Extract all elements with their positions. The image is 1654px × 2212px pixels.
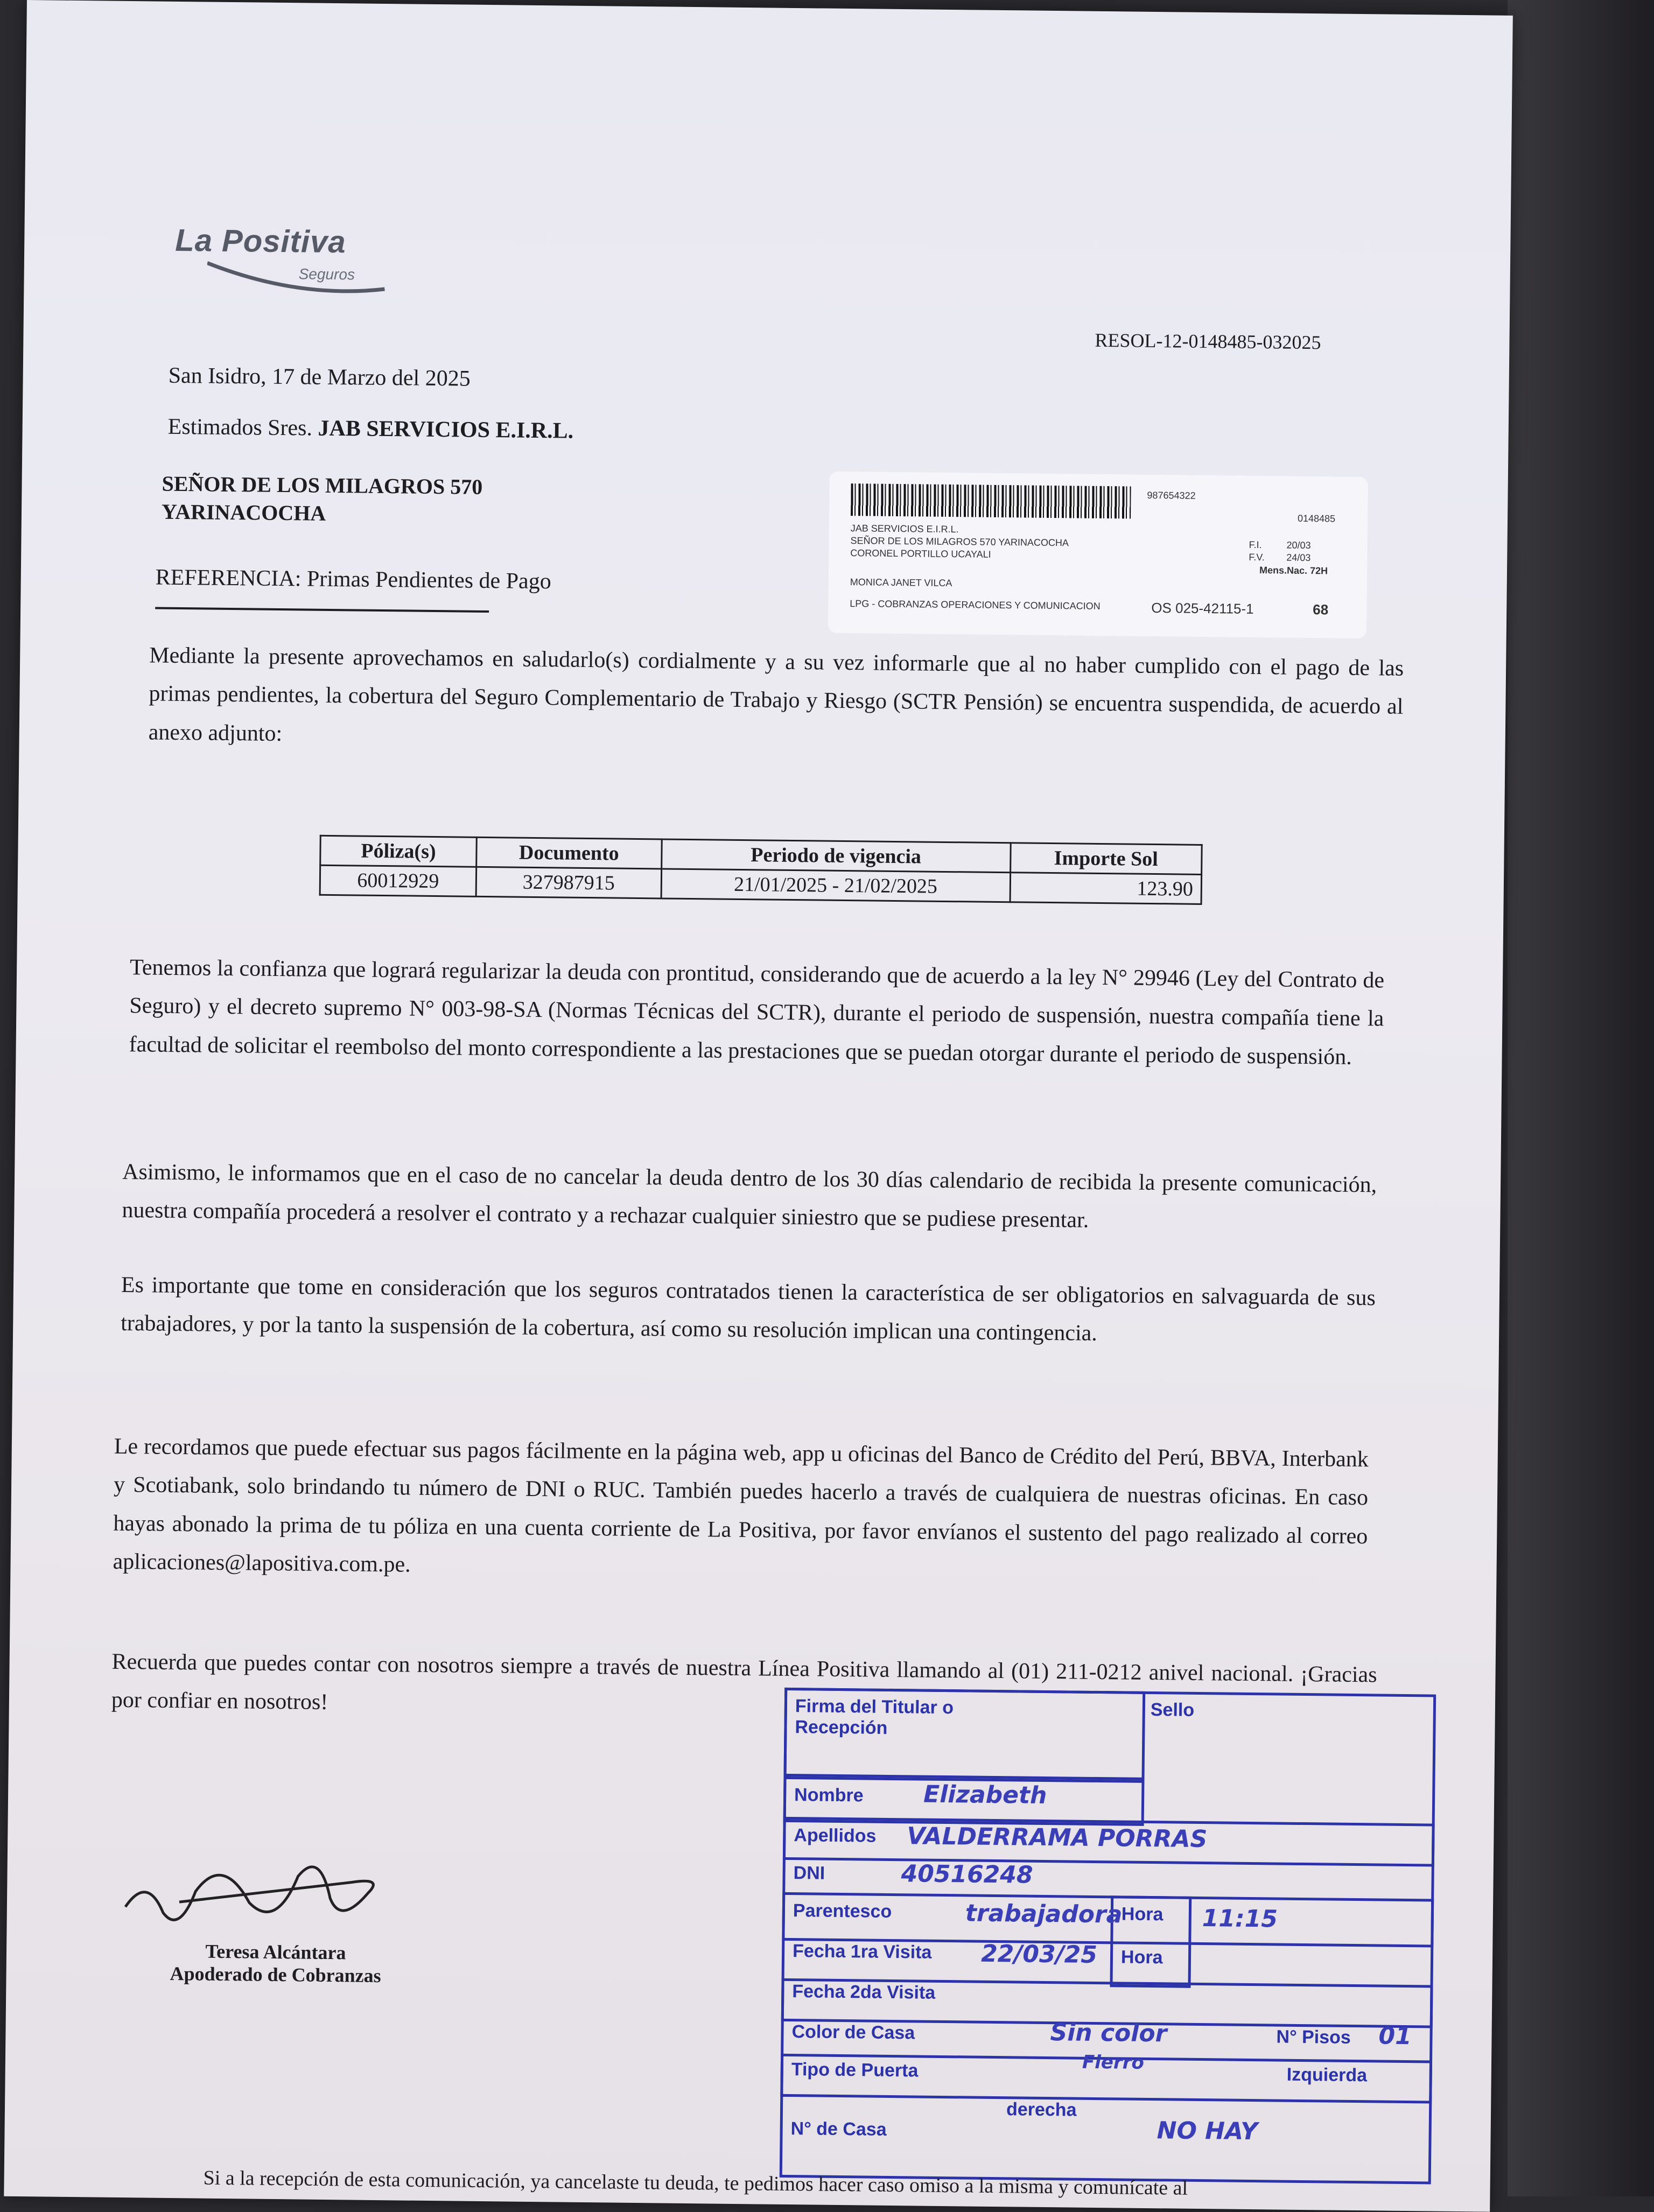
stamp-label: Parentesco — [793, 1900, 892, 1922]
policy-table — [319, 835, 1203, 905]
label-line: LPG - COBRANZAS OPERACIONES Y COMUNICACION — [850, 598, 1101, 612]
handwritten-dni: 40516248 — [901, 1860, 1033, 1889]
paragraph-6: Recuerda que puedes contar con nosotros siempre a través de nuestra Línea Positiva llamando al (01) 211-0212 anivel nacional. ¡Gracias por confiar en nosotros! — [111, 1649, 1377, 1715]
handwritten-relation: trabajadora — [965, 1899, 1123, 1929]
greeting — [167, 408, 573, 451]
stamp-label: N° de Casa — [790, 2118, 887, 2140]
handwritten-surname: VALDERRAMA PORRAS — [907, 1822, 1208, 1853]
letter-page — [4, 0, 1513, 2212]
paragraph-1: Mediante la presente aprovechamos en saludarlo(s) cordialmente y a su vez informarle que al no haber cumplido con el pago de las primas pendientes, la cobertura del Seguro Complementario de Trabajo y Riesgo (SCTR Pensión) se encuentra suspendida, de acuerdo al anexo adjunto: — [148, 643, 1404, 746]
label-num: 68 — [1313, 601, 1329, 618]
paragraph-4: Es importante que tome en consideración que los seguros contratados tienen la característica de ser obligatorios en salvaguarda de sus trabajadores, y por la tanto la suspensión de la cobertura, así como su resolución implican una contingencia. — [121, 1272, 1376, 1346]
label-line: JAB SERVICIOS E.I.R.L. — [850, 523, 959, 535]
label-os: OS 025-42115-1 — [1151, 599, 1254, 617]
handwritten-date: 22/03/25 — [980, 1940, 1098, 1969]
paragraph-3: Asimismo, le informamos que en el caso de no cancelar la deuda dentro de los 30 días calendario de recibida la presente comunicación, nuestra compañía procederá a resolver el contrato y a rechazar cualquier siniestro que se pudiese presentar. — [122, 1159, 1377, 1233]
handwritten-house-number: NO HAY — [1157, 2117, 1258, 2146]
signer-block — [114, 1939, 437, 1988]
stamp-label: Hora — [1121, 1904, 1164, 1925]
address-line: SEÑOR DE LOS MILAGROS 570 — [162, 471, 483, 499]
handwritten-name: Elizabeth — [923, 1780, 1047, 1810]
table-header: Importe Sol — [1010, 843, 1202, 875]
label-code: 987654322 — [1147, 489, 1196, 501]
stamp-label: Fecha 2da Visita — [792, 1981, 936, 2003]
label-mens: Mens.Nac. 72H — [1259, 565, 1328, 577]
table-cell: 21/01/2025 - 21/02/2025 — [661, 869, 1011, 902]
label-fv-label: F.V. — [1249, 551, 1265, 563]
address-block — [162, 470, 483, 529]
label-fi: 20/03 — [1286, 539, 1311, 551]
logo-swoosh — [207, 261, 390, 295]
table-header: Periodo de vigencia — [661, 839, 1011, 873]
stamp-label: Tipo de Puerta — [791, 2059, 919, 2081]
stamp-label: derecha — [1006, 2099, 1077, 2120]
signature — [114, 1842, 395, 1942]
label-line: SEÑOR DE LOS MILAGROS 570 YARINACOCHA — [850, 535, 1069, 549]
label-line: CORONEL PORTILLO UCAYALI — [850, 547, 991, 560]
background-right — [1508, 0, 1654, 2196]
stamp-label: Nombre — [794, 1785, 864, 1806]
delivery-stamp — [779, 1688, 1452, 2211]
paragraph-2: Tenemos la confianza que logrará regularizar la deuda con prontitud, considerando que de acuerdo a la ley N° 29946 (Ley del Contrato de Seguro) y el decreto supremo N° 003-98-SA (Normas Técnicas del SCTR), durante el periodo de suspensión, nuestra compañía tiene la facultad de solicitar el reembolso del monto correspondiente a las prestaciones que se puedan otorgar durante el periodo de suspensión. — [129, 955, 1385, 1070]
label-id: 0148485 — [1297, 512, 1336, 524]
barcode — [851, 483, 1131, 518]
logo-subtext: Seguros — [298, 265, 355, 283]
stamp-label: Fecha 1ra Visita — [792, 1941, 932, 1963]
paragraph-5: Le recordamos que puede efectuar sus pagos fácilmente en la página web, app u oficinas del Banco de Crédito del Perú, BBVA, Interbank y Scotiabank, solo brindando tu número de DNI o RUC. También puedes hacerlo a través de cualquiera de nuestras oficinas. En caso hayas abonado la prima de tu póliza en una cuenta corriente de La Positiva, por favor envíanos el sustento del pago realizado al correo aplicaciones@lapositiva.com.pe. — [113, 1434, 1369, 1577]
label-fv: 24/03 — [1286, 552, 1311, 564]
handwritten-door: Fierro — [1082, 2051, 1145, 2074]
stamp-label: Color de Casa — [791, 2021, 915, 2044]
logo-text: La Positiva — [175, 222, 346, 260]
company-logo — [175, 222, 355, 283]
stamp-label: N° Pisos — [1276, 2026, 1351, 2048]
table-header: Póliza(s) — [320, 835, 477, 867]
resolution-code: RESOL-12-0148485-032025 — [1095, 329, 1321, 354]
reference-text: Primas Pendientes de Pago — [306, 566, 551, 594]
signer-title: Apoderado de Cobranzas — [170, 1962, 381, 1987]
stamp-label: Apellidos — [794, 1825, 877, 1846]
reference-underline — [155, 607, 489, 613]
stamp-label: Izquierda — [1286, 2064, 1368, 2086]
handwritten-floors: 01 — [1378, 2022, 1412, 2051]
label-line: MONICA JANET VILCA — [850, 577, 952, 589]
table-cell: 123.90 — [1010, 873, 1202, 904]
footer-note: Si a la recepción de esta comunicación, ya cancelaste tu deuda, te pedimos hacer caso omiso a la misma y comunícate al — [203, 2166, 1188, 2200]
label-fi-label: F.I. — [1249, 539, 1262, 551]
date-line: San Isidro, 17 de Marzo del 2025 — [168, 363, 471, 391]
handwritten-color: Sin color — [1050, 2019, 1167, 2048]
stamp-label: Sello — [1150, 1700, 1195, 1721]
greeting-prefix: Estimados Sres. — [167, 414, 313, 441]
signer-name: Teresa Alcántara — [205, 1940, 346, 1964]
stamp-label: DNI — [793, 1863, 825, 1884]
address-line: YARINACOCHA — [161, 499, 326, 525]
table-cell: 327987915 — [476, 867, 661, 898]
shipping-label — [828, 472, 1368, 638]
handwritten-time: 11:15 — [1202, 1905, 1278, 1933]
stamp-label: Firma del Titular o Recepción — [795, 1696, 954, 1738]
reference-label: REFERENCIA: — [155, 565, 302, 592]
table-header: Documento — [476, 837, 662, 869]
table-cell: 60012929 — [320, 865, 476, 896]
stamp-label: Hora — [1120, 1947, 1163, 1968]
company-name: JAB SERVICIOS E.I.R.L. — [318, 416, 574, 444]
reference-line — [155, 559, 551, 601]
